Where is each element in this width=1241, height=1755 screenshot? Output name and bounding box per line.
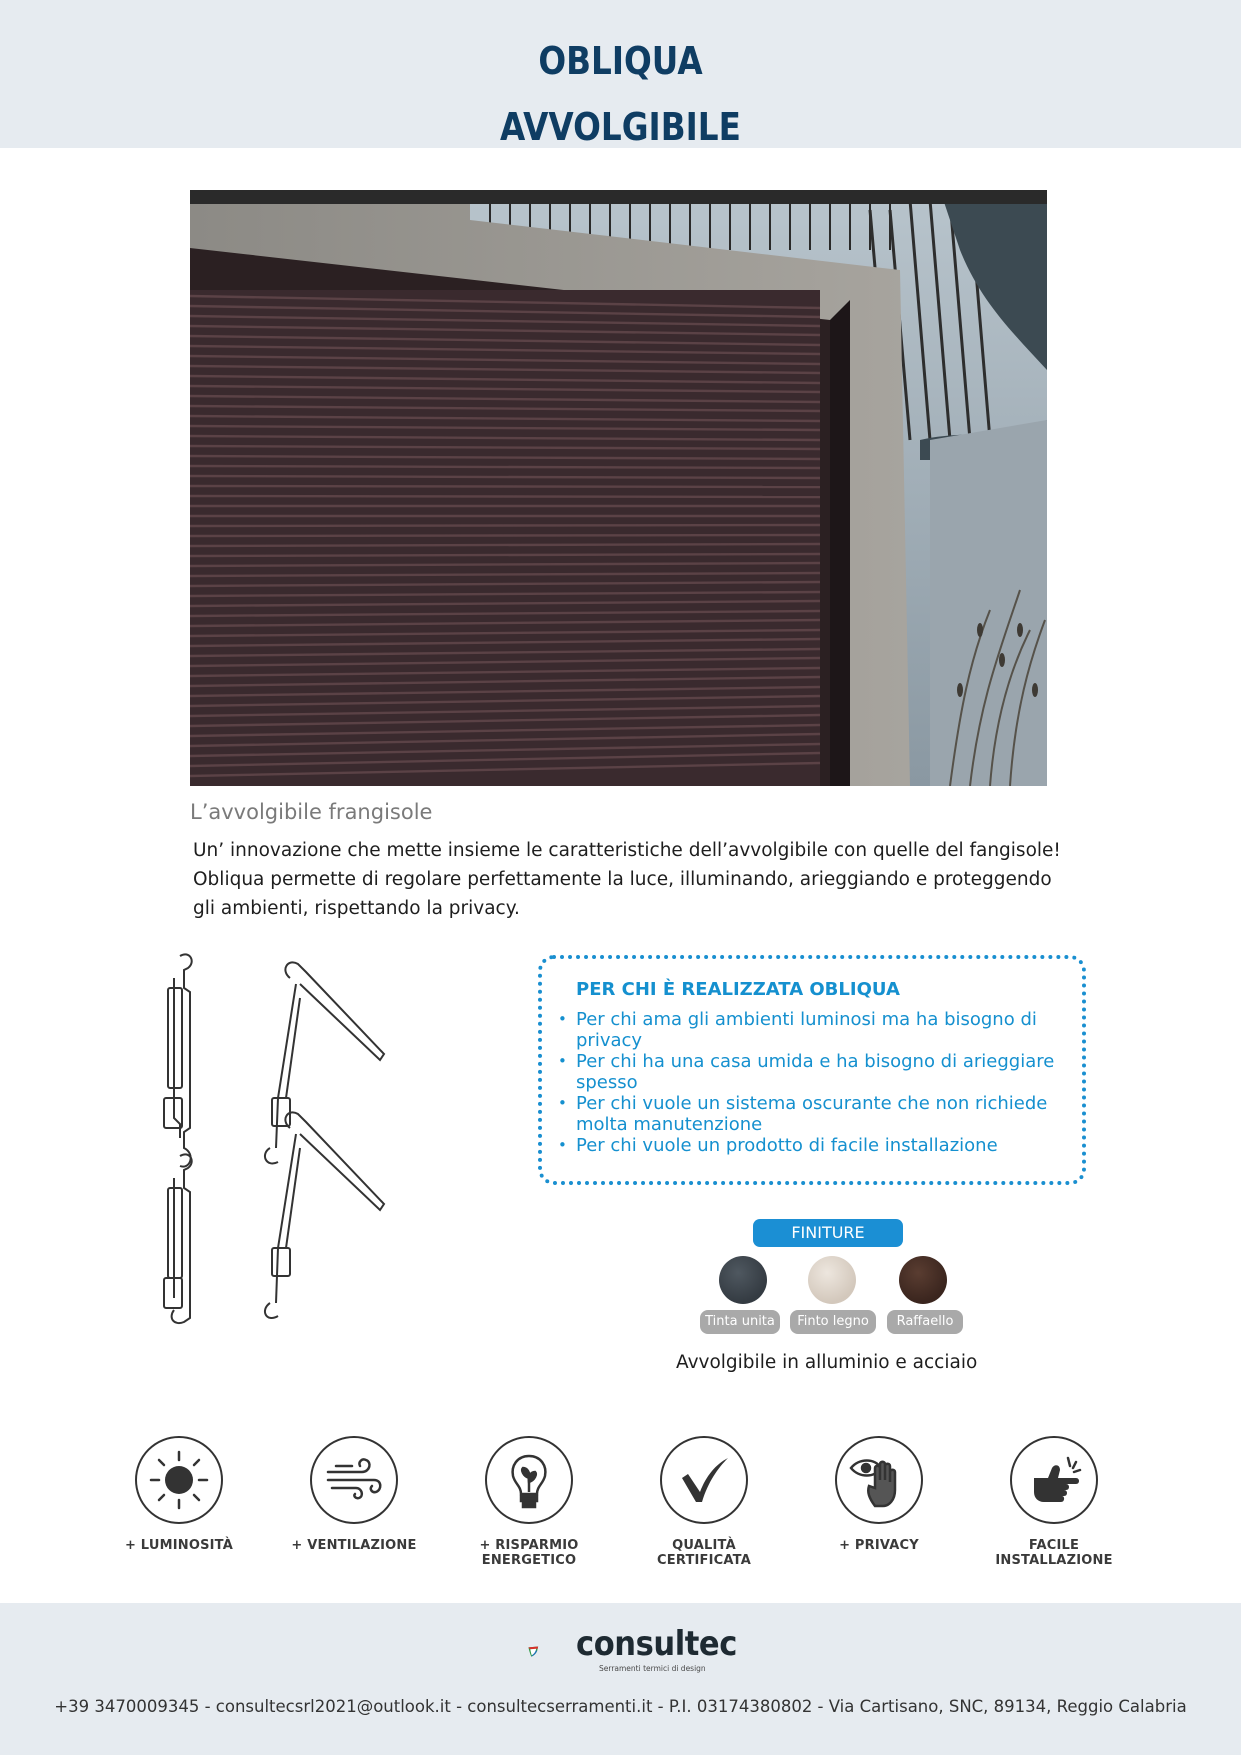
eye-hand-icon (847, 1448, 911, 1512)
closed-profile-drawing (164, 954, 192, 1323)
title-line-1: OBLIQUA (538, 39, 703, 83)
list-item: • Per chi vuole un prodotto di facile installazione (556, 1135, 1096, 1156)
product-photo (190, 190, 1047, 786)
pointing-hand-icon (1022, 1448, 1086, 1512)
feature-ventilazione (264, 1436, 444, 1553)
contact-line: +39 3470009345 - consultecsrl2021@outlook.it - consultecserramenti.it - P.I. 03174380802 - Via Cartisano, SNC, 89134, Reggio Calabria (54, 1697, 1187, 1716)
list-item: • Per chi ha una casa umida e ha bisogno di arieggiare spesso (556, 1051, 1096, 1093)
swatch-label: Raffaello (887, 1310, 963, 1334)
profile-drawings (160, 948, 460, 1328)
swatch-label: Tinta unita (700, 1310, 780, 1334)
wind-icon (322, 1448, 386, 1512)
sun-icon (147, 1448, 211, 1512)
lightbulb-leaf-icon (497, 1448, 561, 1512)
feature-label: FACILE (1028, 1538, 1080, 1553)
section-subtitle: L’avvolgibile frangisole (190, 800, 433, 824)
brand-tagline: Serramenti termici di design (599, 1664, 706, 1673)
list-item: • Per chi ama gli ambienti luminosi ma ha bisogno di privacy (556, 1009, 1096, 1051)
feature-privacy (789, 1436, 969, 1553)
target-audience-title: PER CHI È REALIZZATA OBLIQUA (576, 979, 900, 1000)
target-audience-list (556, 1009, 1096, 1156)
feature-label: + RISPARMIO (479, 1538, 579, 1553)
feature-label: + LUMINOSITÀ (124, 1538, 234, 1553)
feature-installazione (964, 1436, 1144, 1568)
feature-label: QUALITÀ (672, 1538, 736, 1553)
swatch-label: Finto legno (790, 1310, 876, 1334)
feature-label: CERTIFICATA (657, 1553, 751, 1568)
feature-label: ENERGETICO (481, 1553, 577, 1568)
checkmark-icon (672, 1448, 736, 1512)
feature-label: INSTALLAZIONE (995, 1553, 1113, 1568)
title-line-2: AVVOLGIBILE (500, 105, 741, 149)
feature-qualita (614, 1436, 794, 1568)
swatch-finto-legno (808, 1256, 856, 1304)
finiture-badge: FINITURE (753, 1219, 903, 1247)
feature-label: + PRIVACY (839, 1538, 919, 1553)
intro-paragraph: Un’ innovazione che mette insieme le caratteristiche dell’avvolgibile con quelle del fangisole! Obliqua permette di regolare perfettamente la luce, illuminando, arieggiando e proteggendo gli ambienti, rispettando la privacy. (193, 840, 1061, 919)
list-item: • Per chi vuole un sistema oscurante che non richiede molta manutenzione (556, 1093, 1096, 1135)
page-header (0, 0, 1241, 148)
feature-label: + VENTILAZIONE (291, 1538, 417, 1553)
feature-luminosita (89, 1436, 269, 1553)
swatch-tinta-unita (719, 1256, 767, 1304)
consultec-logo-icon (528, 1628, 574, 1676)
material-caption: Avvolgibile in alluminio e acciaio (676, 1352, 978, 1373)
swatch-raffaello (899, 1256, 947, 1304)
brand-name: consultec (576, 1624, 737, 1664)
open-profile-drawing (265, 962, 384, 1318)
feature-risparmio (439, 1436, 619, 1568)
